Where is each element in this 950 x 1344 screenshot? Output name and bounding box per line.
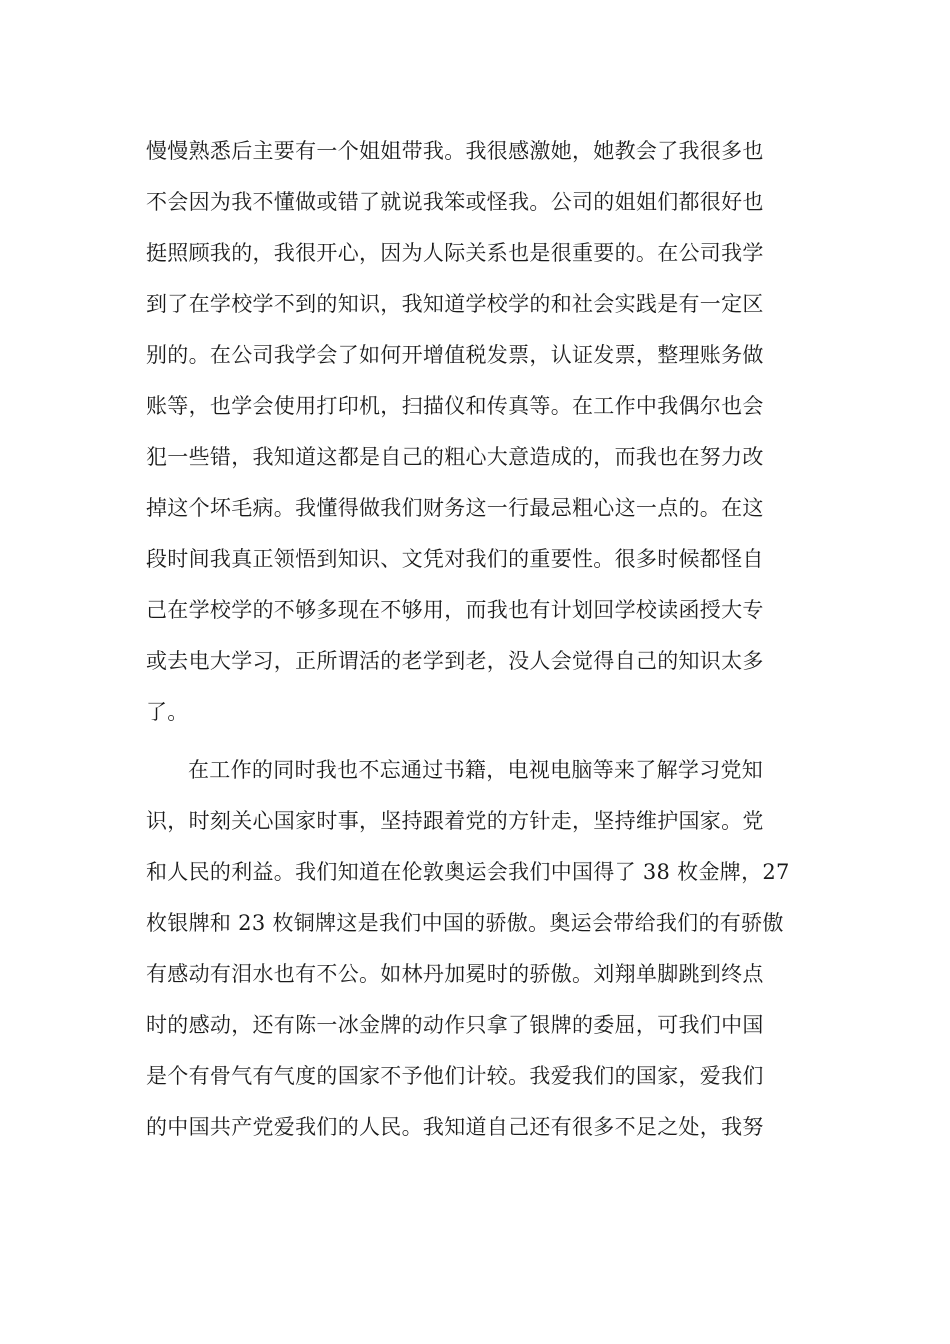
text-line: 慢慢熟悉后主要有一个姐姐带我。我很感激她，她教会了我很多也 — [146, 139, 764, 163]
text-line: 不会因为我不懂做或错了就说我笨或怪我。公司的姐姐们都很好也 — [146, 190, 764, 214]
text-line: 到了在学校学不到的知识，我知道学校学的和社会实践是有一定区 — [146, 292, 764, 316]
text-line: 犯一些错，我知道这都是自己的粗心大意造成的，而我也在努力改 — [146, 445, 764, 469]
text-line: 段时间我真正领悟到知识、文凭对我们的重要性。很多时候都怪自 — [146, 547, 764, 571]
text-line: 掉这个坏毛病。我懂得做我们财务这一行最忌粗心这一点的。在这 — [146, 496, 764, 520]
text-line: 枚银牌和 23 枚铜牌这是我们中国的骄傲。奥运会带给我们的有骄傲 — [146, 911, 784, 935]
text-line: 是个有骨气有气度的国家不予他们计较。我爱我们的国家，爱我们 — [146, 1064, 764, 1088]
text-line: 挺照顾我的，我很开心，因为人际关系也是很重要的。在公司我学 — [146, 241, 764, 265]
text-line: 有感动有泪水也有不公。如林丹加冕时的骄傲。刘翔单脚跳到终点 — [146, 962, 764, 986]
text-line: 在工作的同时我也不忘通过书籍，电视电脑等来了解学习党知 — [188, 758, 764, 782]
text-line: 账等，也学会使用打印机，扫描仪和传真等。在工作中我偶尔也会 — [146, 394, 764, 418]
text-line: 的中国共产党爱我们的人民。我知道自己还有很多不足之处，我努 — [146, 1115, 764, 1139]
text-line: 己在学校学的不够多现在不够用，而我也有计划回学校读函授大专 — [146, 598, 764, 622]
text-line: 了。 — [146, 700, 189, 724]
text-line: 时的感动，还有陈一冰金牌的动作只拿了银牌的委屈，可我们中国 — [146, 1013, 764, 1037]
text-line: 和人民的利益。我们知道在伦敦奥运会我们中国得了 38 枚金牌，27 — [146, 860, 790, 884]
text-line: 别的。在公司我学会了如何开增值税发票，认证发票，整理账务做 — [146, 343, 764, 367]
text-line: 识，时刻关心国家时事，坚持跟着党的方针走，坚持维护国家。党 — [146, 809, 764, 833]
text-line: 或去电大学习，正所谓活的老学到老，没人会觉得自己的知识太多 — [146, 649, 764, 673]
